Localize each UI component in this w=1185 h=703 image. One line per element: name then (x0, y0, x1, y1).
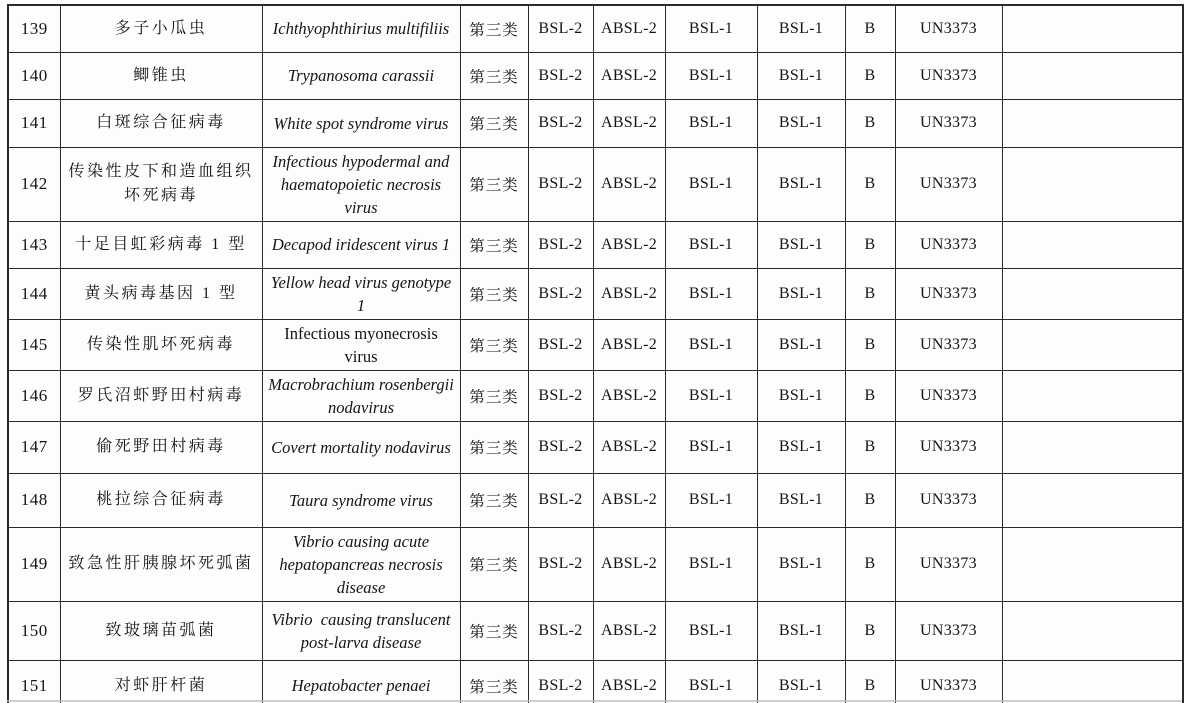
cell-un-code: UN3373 (895, 370, 1002, 421)
cell-note (1002, 99, 1183, 147)
cell-hazard-class: 第三类 (460, 147, 528, 221)
cell-row-number: 140 (8, 52, 60, 99)
cell-transport-group: B (845, 527, 895, 601)
cell-hazard-class: 第三类 (460, 319, 528, 370)
cell-name-latin: Macrobrachium rosenbergii nodavirus (262, 370, 460, 421)
cell-bsl1-level-a: BSL-1 (665, 99, 757, 147)
cell-un-code: UN3373 (895, 147, 1002, 221)
cell-absl-level: ABSL-2 (593, 52, 665, 99)
cell-note (1002, 473, 1183, 527)
cell-hazard-class: 第三类 (460, 221, 528, 268)
cell-bsl-level: BSL-2 (528, 221, 593, 268)
cell-bsl-level: BSL-2 (528, 99, 593, 147)
cell-bsl-level: BSL-2 (528, 268, 593, 319)
table-row (8, 660, 1183, 703)
cell-un-code: UN3373 (895, 473, 1002, 527)
cell-transport-group: B (845, 421, 895, 473)
cell-row-number: 149 (8, 527, 60, 601)
cell-un-code: UN3373 (895, 99, 1002, 147)
cell-name-cn: 致急性肝胰腺坏死弧菌 (60, 527, 262, 601)
cell-transport-group: B (845, 147, 895, 221)
cell-absl-level: ABSL-2 (593, 601, 665, 660)
cell-note (1002, 221, 1183, 268)
cell-absl-level: ABSL-2 (593, 370, 665, 421)
cell-hazard-class: 第三类 (460, 370, 528, 421)
cell-bsl1-level-b: BSL-1 (757, 421, 845, 473)
cell-note (1002, 370, 1183, 421)
cell-bsl1-level-b: BSL-1 (757, 5, 845, 52)
cell-un-code: UN3373 (895, 52, 1002, 99)
cell-bsl1-level-b: BSL-1 (757, 527, 845, 601)
cell-note (1002, 660, 1183, 703)
cell-row-number: 146 (8, 370, 60, 421)
cell-row-number: 142 (8, 147, 60, 221)
cell-note (1002, 147, 1183, 221)
cell-transport-group: B (845, 5, 895, 52)
table-row (8, 527, 1183, 601)
cell-row-number: 147 (8, 421, 60, 473)
cell-bsl1-level-a: BSL-1 (665, 370, 757, 421)
cell-un-code: UN3373 (895, 221, 1002, 268)
cell-hazard-class: 第三类 (460, 527, 528, 601)
pathogen-table (7, 4, 1184, 703)
cell-bsl1-level-a: BSL-1 (665, 473, 757, 527)
cell-absl-level: ABSL-2 (593, 221, 665, 268)
cell-bsl-level: BSL-2 (528, 52, 593, 99)
cell-row-number: 151 (8, 660, 60, 703)
cell-name-latin: Decapod iridescent virus 1 (262, 221, 460, 268)
cell-name-cn: 传染性肌坏死病毒 (60, 319, 262, 370)
cell-transport-group: B (845, 601, 895, 660)
cell-name-latin: Infectious myonecrosis virus (262, 319, 460, 370)
cell-bsl-level: BSL-2 (528, 370, 593, 421)
cell-name-latin: Vibrio causing acute hepatopancreas necrosis disease (262, 527, 460, 601)
cell-bsl-level: BSL-2 (528, 660, 593, 703)
cell-bsl-level: BSL-2 (528, 473, 593, 527)
cell-transport-group: B (845, 268, 895, 319)
cell-note (1002, 5, 1183, 52)
cell-note (1002, 52, 1183, 99)
cell-name-latin: Infectious hypodermal and haematopoietic necrosis virus (262, 147, 460, 221)
cell-absl-level: ABSL-2 (593, 473, 665, 527)
cell-hazard-class: 第三类 (460, 660, 528, 703)
cell-bsl1-level-b: BSL-1 (757, 147, 845, 221)
cell-row-number: 144 (8, 268, 60, 319)
cell-name-latin: Hepatobacter penaei (262, 660, 460, 703)
cell-bsl1-level-a: BSL-1 (665, 52, 757, 99)
cell-bsl1-level-a: BSL-1 (665, 147, 757, 221)
cell-un-code: UN3373 (895, 601, 1002, 660)
cell-bsl-level: BSL-2 (528, 147, 593, 221)
table-body (8, 5, 1183, 703)
table-row (8, 147, 1183, 221)
cell-hazard-class: 第三类 (460, 268, 528, 319)
table-row (8, 99, 1183, 147)
cell-bsl1-level-b: BSL-1 (757, 268, 845, 319)
cell-note (1002, 268, 1183, 319)
cell-bsl1-level-a: BSL-1 (665, 660, 757, 703)
cell-name-cn: 白斑综合征病毒 (60, 99, 262, 147)
cell-name-cn: 对虾肝杆菌 (60, 660, 262, 703)
cell-row-number: 148 (8, 473, 60, 527)
cell-name-cn: 偷死野田村病毒 (60, 421, 262, 473)
cell-name-latin: Covert mortality nodavirus (262, 421, 460, 473)
cell-absl-level: ABSL-2 (593, 319, 665, 370)
cell-un-code: UN3373 (895, 268, 1002, 319)
cell-transport-group: B (845, 473, 895, 527)
cell-absl-level: ABSL-2 (593, 147, 665, 221)
cell-absl-level: ABSL-2 (593, 99, 665, 147)
table-row (8, 473, 1183, 527)
cell-row-number: 145 (8, 319, 60, 370)
cell-name-latin: Yellow head virus genotype 1 (262, 268, 460, 319)
cell-name-cn: 十足目虹彩病毒 1 型 (60, 221, 262, 268)
cell-bsl-level: BSL-2 (528, 601, 593, 660)
cell-bsl-level: BSL-2 (528, 527, 593, 601)
table-row (8, 370, 1183, 421)
cell-note (1002, 421, 1183, 473)
cell-bsl-level: BSL-2 (528, 421, 593, 473)
cell-transport-group: B (845, 52, 895, 99)
cell-bsl1-level-b: BSL-1 (757, 370, 845, 421)
cell-absl-level: ABSL-2 (593, 660, 665, 703)
cell-name-cn: 传染性皮下和造血组织坏死病毒 (60, 147, 262, 221)
cell-hazard-class: 第三类 (460, 5, 528, 52)
cell-transport-group: B (845, 99, 895, 147)
cell-bsl1-level-b: BSL-1 (757, 473, 845, 527)
cell-hazard-class: 第三类 (460, 52, 528, 99)
cell-bsl1-level-b: BSL-1 (757, 221, 845, 268)
cell-bsl1-level-b: BSL-1 (757, 99, 845, 147)
cell-name-cn: 罗氏沼虾野田村病毒 (60, 370, 262, 421)
cell-bsl1-level-b: BSL-1 (757, 660, 845, 703)
cell-bsl1-level-b: BSL-1 (757, 319, 845, 370)
table-row (8, 319, 1183, 370)
cell-bsl1-level-b: BSL-1 (757, 52, 845, 99)
cell-name-latin: Trypanosoma carassii (262, 52, 460, 99)
cell-bsl1-level-a: BSL-1 (665, 421, 757, 473)
cell-bsl1-level-a: BSL-1 (665, 527, 757, 601)
cell-absl-level: ABSL-2 (593, 5, 665, 52)
table-row (8, 601, 1183, 660)
cell-un-code: UN3373 (895, 660, 1002, 703)
cell-hazard-class: 第三类 (460, 601, 528, 660)
cell-bsl1-level-a: BSL-1 (665, 319, 757, 370)
cell-bsl1-level-a: BSL-1 (665, 268, 757, 319)
cell-row-number: 141 (8, 99, 60, 147)
cell-un-code: UN3373 (895, 5, 1002, 52)
cell-transport-group: B (845, 370, 895, 421)
cell-un-code: UN3373 (895, 421, 1002, 473)
cell-un-code: UN3373 (895, 319, 1002, 370)
cell-row-number: 139 (8, 5, 60, 52)
table-row (8, 221, 1183, 268)
cell-note (1002, 527, 1183, 601)
cell-bsl1-level-a: BSL-1 (665, 221, 757, 268)
table-row (8, 52, 1183, 99)
cell-absl-level: ABSL-2 (593, 421, 665, 473)
cell-un-code: UN3373 (895, 527, 1002, 601)
cell-bsl1-level-a: BSL-1 (665, 601, 757, 660)
cell-hazard-class: 第三类 (460, 99, 528, 147)
cell-note (1002, 601, 1183, 660)
cell-name-cn: 黄头病毒基因 1 型 (60, 268, 262, 319)
cell-hazard-class: 第三类 (460, 473, 528, 527)
cell-name-latin: White spot syndrome virus (262, 99, 460, 147)
cell-name-cn: 桃拉综合征病毒 (60, 473, 262, 527)
table-row (8, 421, 1183, 473)
cell-name-cn: 致玻璃苗弧菌 (60, 601, 262, 660)
cell-hazard-class: 第三类 (460, 421, 528, 473)
cell-bsl1-level-a: BSL-1 (665, 5, 757, 52)
table-row (8, 268, 1183, 319)
cell-row-number: 143 (8, 221, 60, 268)
cell-name-cn: 鲫锥虫 (60, 52, 262, 99)
cell-note (1002, 319, 1183, 370)
page-edge-shadow (7, 700, 1182, 702)
cell-absl-level: ABSL-2 (593, 268, 665, 319)
cell-name-latin: Taura syndrome virus (262, 473, 460, 527)
cell-transport-group: B (845, 221, 895, 268)
cell-row-number: 150 (8, 601, 60, 660)
cell-absl-level: ABSL-2 (593, 527, 665, 601)
cell-name-cn: 多子小瓜虫 (60, 5, 262, 52)
cell-name-latin: Vibrio causing translucent post-larva disease (262, 601, 460, 660)
cell-transport-group: B (845, 660, 895, 703)
cell-name-latin: Ichthyophthirius multifiliis (262, 5, 460, 52)
cell-bsl-level: BSL-2 (528, 5, 593, 52)
cell-transport-group: B (845, 319, 895, 370)
cell-bsl1-level-b: BSL-1 (757, 601, 845, 660)
table-row (8, 5, 1183, 52)
cell-bsl-level: BSL-2 (528, 319, 593, 370)
